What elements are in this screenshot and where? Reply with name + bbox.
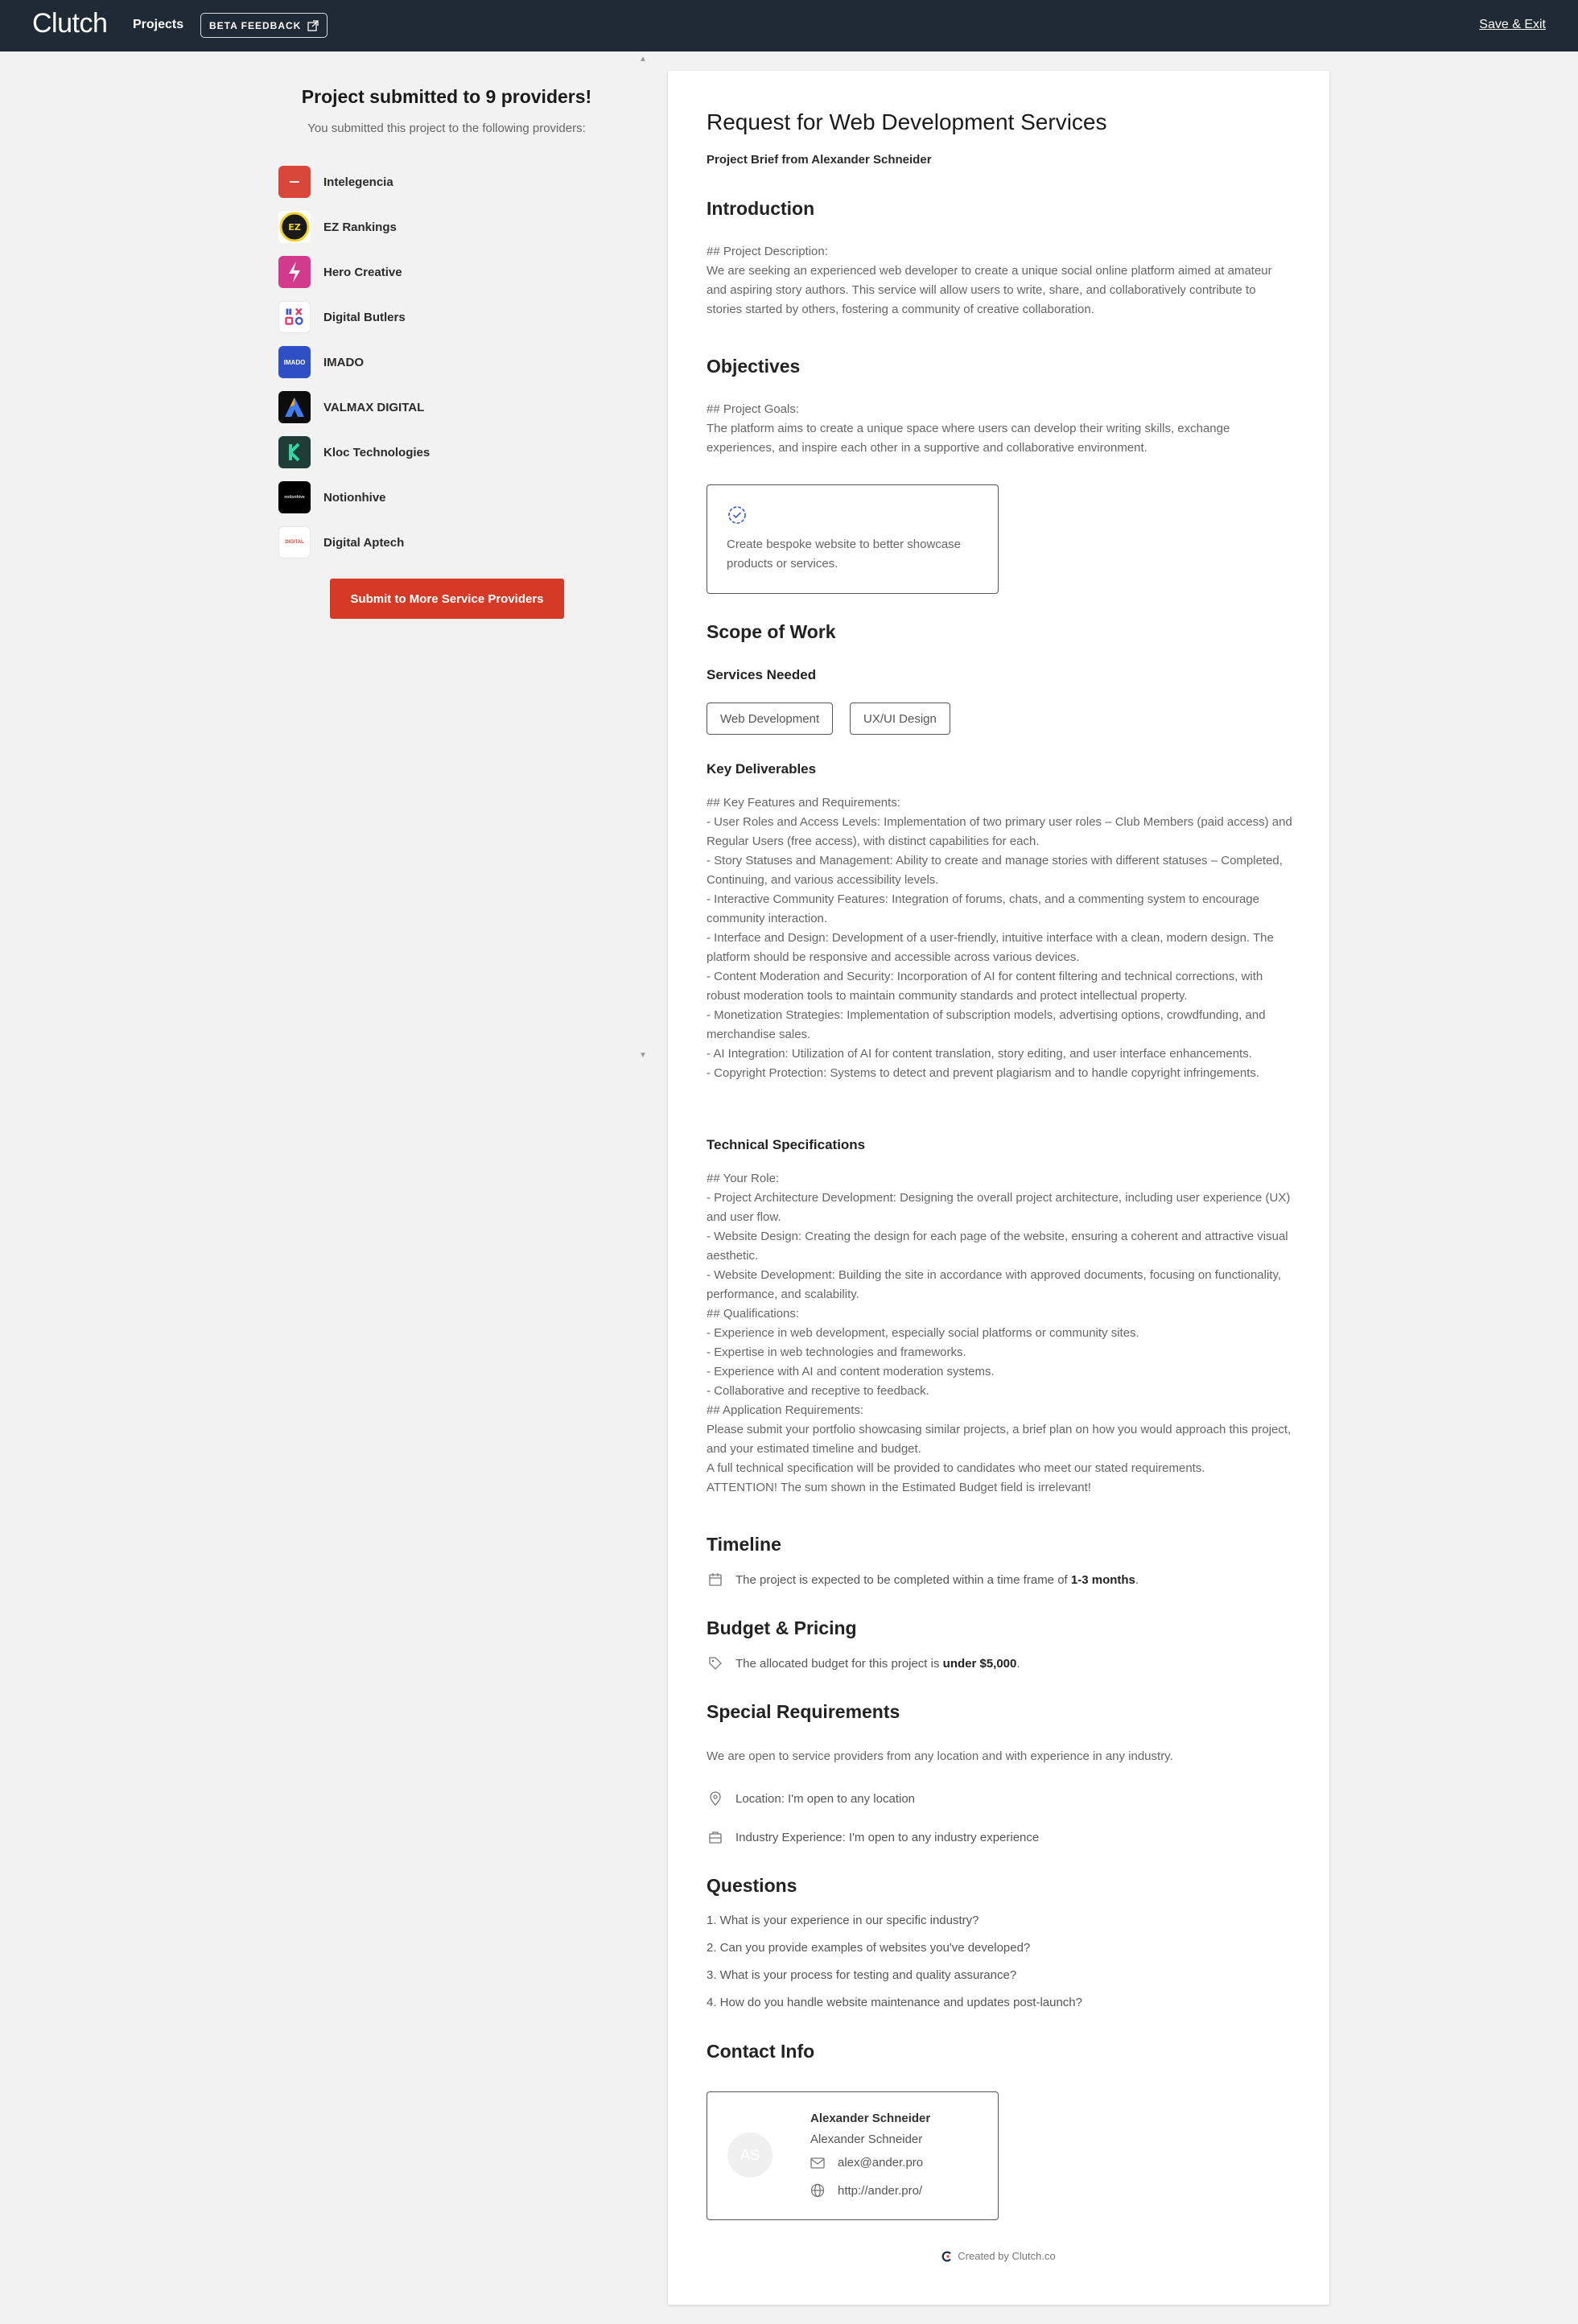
external-link-icon: [307, 20, 319, 31]
scroll-up-arrow[interactable]: ▲: [639, 55, 647, 64]
price-tag-icon: [707, 1654, 724, 1672]
timeline-suffix: .: [1135, 1572, 1139, 1587]
provider-item[interactable]: [278, 526, 404, 558]
provider-name: IMADO: [323, 355, 364, 369]
provider-item[interactable]: [278, 436, 430, 468]
provider-item[interactable]: [278, 346, 364, 378]
timeline-line: [707, 1571, 1139, 1588]
submitted-subtitle: You submitted this project to the following providers:: [307, 122, 586, 135]
provider-logo: notionhive: [278, 481, 311, 513]
questions-heading: Questions: [707, 1875, 797, 1896]
question-item: 3. What is your process for testing and quality assurance?: [707, 1968, 1017, 1982]
contact-website[interactable]: http://ander.pro/: [838, 2183, 923, 2198]
clutch-logo[interactable]: [32, 8, 107, 39]
provider-name: Kloc Technologies: [323, 445, 431, 459]
created-by-footer: [668, 2250, 1329, 2262]
services-heading: Services Needed: [707, 667, 817, 682]
contact-company: Alexander Schneider: [810, 2132, 923, 2146]
objectives-text: ## Project Goals: The platform aims to create a unique space where users can develop their writing skills, exchange experiences, and inspire each other in a supportive and collaborative environment.: [707, 402, 1230, 455]
check-badge-icon: [727, 505, 748, 525]
budget-suffix: .: [1016, 1656, 1020, 1671]
contact-name: Alexander Schneider: [810, 2112, 931, 2125]
nav-projects-link[interactable]: Projects: [133, 18, 184, 31]
top-bar: [0, 0, 1578, 52]
contact-email[interactable]: alex@ander.pro: [838, 2156, 924, 2169]
avatar: AS: [727, 2132, 773, 2178]
provider-item[interactable]: [278, 211, 397, 243]
goal-text: Create bespoke website to better showcase products or services.: [727, 538, 961, 571]
calendar-icon: [707, 1571, 724, 1588]
provider-logo: DIGITAL: [278, 526, 311, 558]
provider-logo: IMADO: [278, 346, 311, 378]
budget-line: [707, 1654, 1020, 1672]
scroll-down-arrow[interactable]: ▼: [639, 1051, 647, 1060]
timeline-heading: Timeline: [707, 1534, 781, 1555]
provider-logo: ▬▬: [278, 166, 311, 198]
budget-prefix: The allocated budget for this project is: [735, 1656, 940, 1671]
deliverables-text: ## Key Features and Requirements: - User Roles and Access Levels: Implementation of two primary user roles – Club Members (paid access) and Regular Users (free access), with distinct capabilities for each. - Story Statuses and Management: Ability to create and manage stories with different statuses – Completed, Continuing, and various accessibility levels. - Interactive Community Features: Integration of forums, chats, and a commenting system to encourage community interaction. - Interface and Design: Development of a user-friendly, intuitive interface with a clean, modern design. The platform should be responsive and accessible across various devices. - Content Moderation and Security: Incorporation of AI for content filtering and technical corrections, with robust moderation tools to maintain community standards and protect intellectual property. - Monetization Strategies: Implementation of subscription models, advertising options, crowdfunding, and merchandise sales. - AI Integration: Utilization of AI for content translation, story editing, and user interface enhancements. - Copyright Protection: Systems to detect and prevent plagiarism and to handle copyright infringements.: [707, 796, 1292, 1080]
budget-value: under $5,000: [942, 1656, 1017, 1671]
logo-text: Clutch: [32, 8, 108, 39]
introduction-text: ## Project Description: We are seeking an experienced web developer to create a unique social online platform aimed at amateur and aspiring story authors. This service will allow users to write, share, and collaboratively contribute to stories started by others, fostering a community of creative collaboration.: [707, 245, 1272, 316]
briefcase-icon: [707, 1828, 724, 1846]
provider-name: Digital Aptech: [323, 535, 405, 550]
provider-item[interactable]: [278, 391, 424, 423]
project-brief-card: [668, 71, 1329, 2305]
provider-name: EZ Rankings: [323, 220, 397, 234]
provider-name: VALMAX DIGITAL: [323, 400, 425, 414]
objectives-heading: Objectives: [707, 356, 801, 377]
provider-logo: [278, 211, 311, 243]
contact-card: [707, 2091, 999, 2220]
globe-icon: [810, 2183, 826, 2198]
clutch-c-icon: [941, 2251, 953, 2262]
brief-title: Request for Web Development Services: [707, 109, 1107, 134]
beta-feedback-button[interactable]: [200, 13, 328, 38]
created-by-text: Created by Clutch.co: [958, 2250, 1056, 2262]
submit-more-providers-button[interactable]: Submit to More Service Providers: [330, 579, 564, 619]
location-text: Location: I'm open to any location: [735, 1791, 916, 1806]
special-heading: Special Requirements: [707, 1701, 900, 1722]
goal-card: [707, 484, 999, 594]
tech-heading: Technical Specifications: [707, 1137, 866, 1152]
provider-logo: [278, 391, 311, 423]
scope-heading: Scope of Work: [707, 621, 836, 642]
provider-logo: [278, 436, 311, 468]
location-line: [707, 1790, 915, 1807]
beta-feedback-label: BETA FEEDBACK: [209, 19, 302, 31]
timeline-value: 1-3 months: [1070, 1572, 1135, 1587]
question-item: 4. How do you handle website maintenance and updates post-launch?: [707, 1996, 1082, 2009]
submitted-title: Project submitted to 9 providers!: [301, 86, 592, 107]
provider-item[interactable]: [278, 166, 393, 198]
special-text: We are open to service providers from any location and with experience in any industry.: [707, 1749, 1173, 1763]
contact-website-row[interactable]: [810, 2183, 922, 2198]
question-item: 2. Can you provide examples of websites you've developed?: [707, 1941, 1031, 1955]
provider-name: Digital Butlers: [323, 310, 406, 324]
provider-logo: [278, 256, 311, 288]
save-exit-link[interactable]: Save & Exit: [1479, 18, 1546, 31]
provider-name: Hero Creative: [323, 265, 402, 279]
industry-line: [707, 1828, 1039, 1846]
deliverables-heading: Key Deliverables: [707, 761, 817, 777]
provider-item[interactable]: [278, 256, 402, 288]
provider-logo: [278, 301, 311, 333]
provider-name: Notionhive: [323, 490, 386, 505]
industry-text: Industry Experience: I'm open to any industry experience: [735, 1830, 1040, 1844]
contact-email-row[interactable]: [810, 2156, 923, 2169]
service-tag: UX/UI Design: [850, 703, 950, 735]
provider-name: Intelegencia: [323, 175, 393, 189]
provider-item[interactable]: [278, 481, 386, 513]
question-item: 1. What is your experience in our specific industry?: [707, 1914, 979, 1927]
location-pin-icon: [707, 1790, 724, 1807]
timeline-prefix: The project is expected to be completed within a time frame of: [735, 1572, 1068, 1587]
brief-subtitle: Project Brief from Alexander Schneider: [707, 153, 932, 167]
service-tag: Web Development: [707, 703, 833, 735]
mail-icon: [810, 2157, 826, 2169]
contact-heading: Contact Info: [707, 2041, 815, 2062]
tech-text: ## Your Role: - Project Architecture Development: Designing the overall project architecture, including user experience (UX) and user flow. - Website Design: Creating the design for each page of the website, ensuring a coherent and attractive visual aesthetic. - Website Development: Building the site in accordance with approved documents, focusing on functionality, performance, and scalability. ## Qualifications: - Experience in web development, especially social platforms or community sites. - Expertise in web technologies and frameworks. - Experience with AI and content moderation systems. - Collaborative and receptive to feedback. ## Application Requirements: Please submit your portfolio showcasing similar projects, a brief plan on how you would approach this project, and your estimated timeline and budget. A full technical specification will be provided to candidates who meet our stated requirements. ATTENTION! The sum shown in the Estimated Budget field is irrelevant!: [707, 1172, 1292, 1494]
svg-text:EZ: EZ: [288, 222, 301, 233]
introduction-heading: Introduction: [707, 198, 815, 219]
budget-heading: Budget & Pricing: [707, 1617, 857, 1638]
provider-item[interactable]: [278, 301, 406, 333]
